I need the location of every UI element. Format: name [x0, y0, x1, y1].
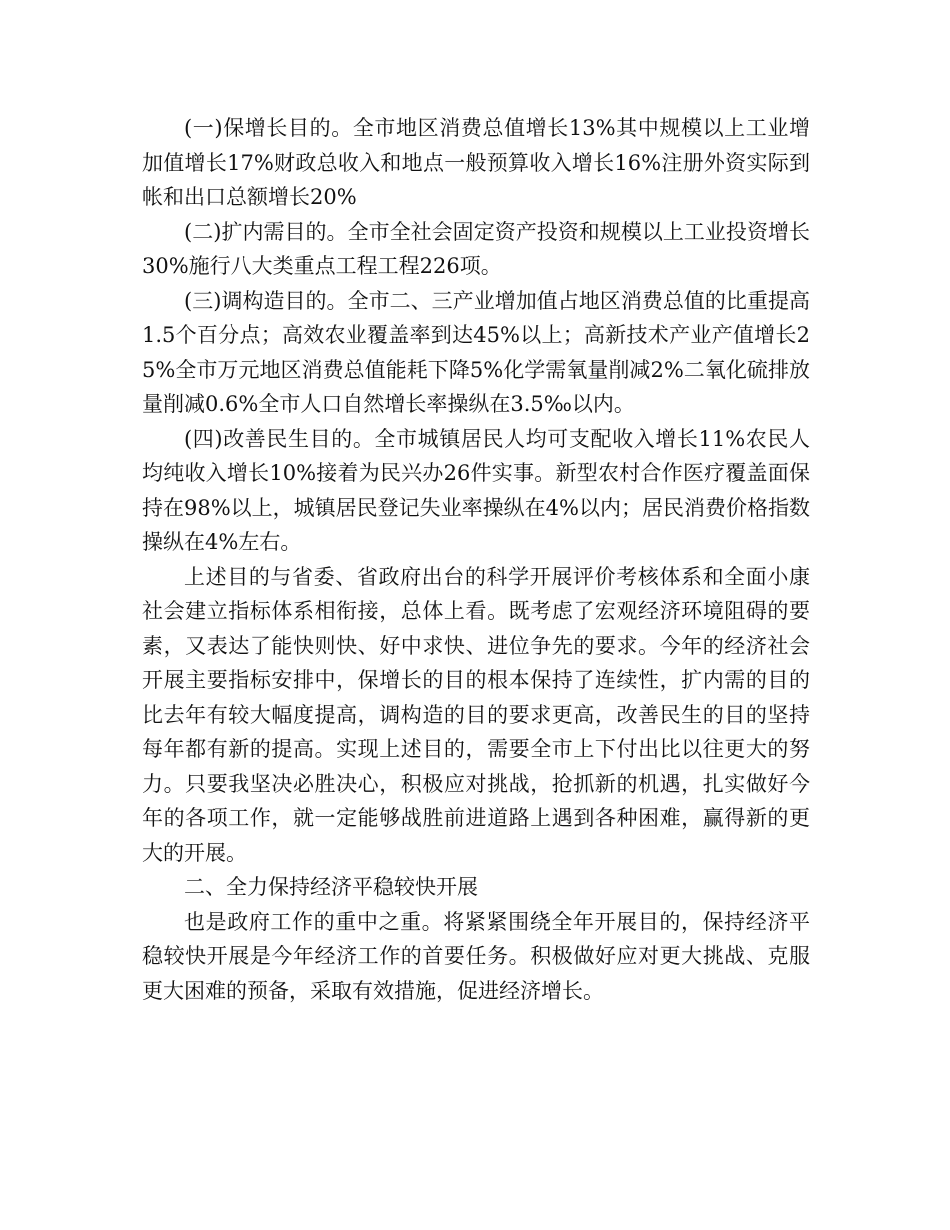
paragraph-target-demand: (二)扩内需目的。全市全社会固定资产投资和规模以上工业投资增长30%施行八大类重点工程工程226项。 — [142, 219, 810, 278]
paragraph-target-growth: (一)保增长目的。全市地区消费总值增长13%其中规模以上工业增加值增长17%财政总收入和地点一般预算收入增长16%注册外资实际到帐和出口总额增长20% — [142, 116, 810, 209]
document-body — [142, 111, 810, 1008]
paragraph-summary: 上述目的与省委、省政府出台的科学开展评价考核体系和全面小康社会建立指标体系相衔接，总体上看。既考虑了宏观经济环境阻碍的要素，又表达了能快则快、好中求快、进位争先的要求。今年的经济社会开展主要指标安排中，保增长的目的根本保持了连续性，扩内需的目的比去年有较大幅度提高，调构造的目的要求更高，改善民生的目的坚持每年都有新的提高。实现上述目的，需要全市上下付出比以往更大的努力。只要我坚决必胜决心，积极应对挑战，抢抓新的机遇，扎实做好今年的各项工作，就一定能够战胜前进道路上遇到各种困难，赢得新的更大的开展。 — [142, 564, 810, 865]
section-heading: 二、全力保持经济平稳较快开展 — [184, 875, 478, 899]
paragraph-target-livelihood: (四)改善民生目的。全市城镇居民人均可支配收入增长11%农民人均纯收入增长10%接着为民兴办26件实事。新型农村合作医疗覆盖面保持在98%以上，城镇居民登记失业率操纵在4%以内；居民消费价格指数操纵在4%左右。 — [142, 426, 810, 554]
paragraph-section-intro: 也是政府工作的重中之重。将紧紧围绕全年开展目的，保持经济平稳较快开展是今年经济工作的首要任务。积极做好应对更大挑战、克服更大困难的预备，采取有效措施，促进经济增长。 — [142, 909, 810, 1003]
paragraph-target-structure: (三)调构造目的。全市二、三产业增加值占地区消费总值的比重提高1.5个百分点；高效农业覆盖率到达45%以上；高新技术产业产值增长25%全市万元地区消费总值能耗下降5%化学需氧量削减2%二氧化硫排放量削减0.6%全市人口自然增长率操纵在3.5‰以内。 — [142, 288, 810, 416]
